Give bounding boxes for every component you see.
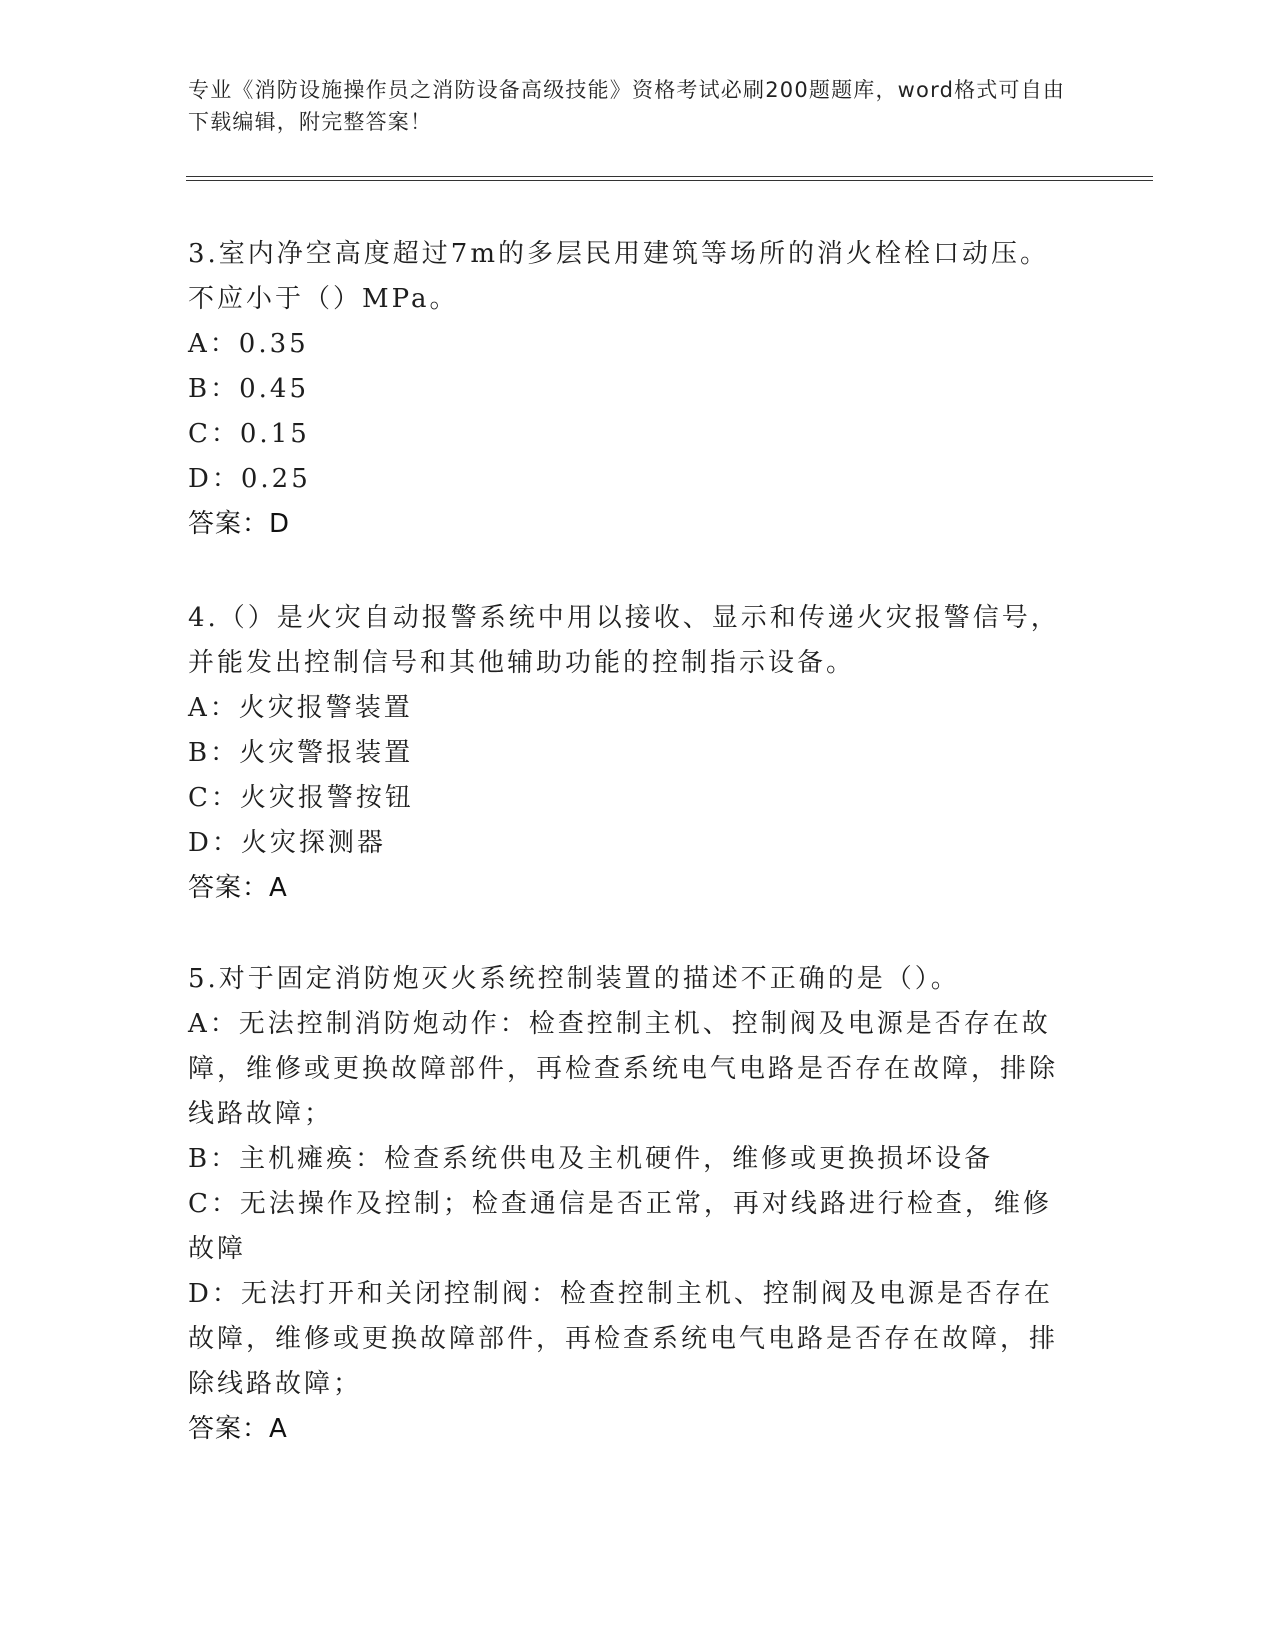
option-a: A：0.35 — [188, 329, 309, 359]
answer: 答案：D — [188, 509, 291, 539]
option-b: B：0.45 — [188, 374, 309, 404]
header-divider-bottom — [186, 180, 1153, 181]
option-b: B：火灾警报装置 — [188, 738, 414, 768]
document-header: 专业《消防设施操作员之消防设备高级技能》资格考试必刷200题题库，word格式可自由下载编辑，附完整答案！ — [188, 78, 1066, 134]
answer: 答案：A — [188, 1414, 288, 1444]
option-c: C：无法操作及控制；检查通信是否正常，再对线路进行检查，维修故障 — [188, 1189, 1052, 1264]
question-5 — [188, 957, 1068, 1452]
question-stem: 3.室内净空高度超过7m的多层民用建筑等场所的消火栓栓口动压。不应小于（）MPa。 — [188, 239, 1050, 314]
question-3 — [188, 232, 1068, 547]
option-b: B：主机瘫痪：检查系统供电及主机硬件，维修或更换损坏设备 — [188, 1144, 994, 1174]
option-d: D：无法打开和关闭控制阀：检查控制主机、控制阀及电源是否存在故障，维修或更换故障部件，再检查系统电气电路是否存在故障，排除线路故障； — [188, 1279, 1059, 1399]
option-d: D：0.25 — [188, 464, 311, 494]
answer: 答案：A — [188, 873, 288, 903]
question-stem: 5.对于固定消防炮灭火系统控制装置的描述不正确的是（）。 — [188, 964, 960, 994]
option-c: C：火灾报警按钮 — [188, 783, 414, 813]
question-4 — [188, 596, 1068, 911]
option-a: A：无法控制消防炮动作：检查控制主机、控制阀及电源是否存在故障，维修或更换故障部件，再检查系统电气电路是否存在故障，排除线路故障； — [188, 1009, 1059, 1129]
header-divider-top — [186, 176, 1153, 177]
option-c: C：0.15 — [188, 419, 310, 449]
option-d: D：火灾探测器 — [188, 828, 386, 858]
question-stem: 4.（）是火灾自动报警系统中用以接收、显示和传递火灾报警信号，并能发出控制信号和其他辅助功能的控制指示设备。 — [188, 603, 1060, 678]
option-a: A：火灾报警装置 — [188, 693, 413, 723]
